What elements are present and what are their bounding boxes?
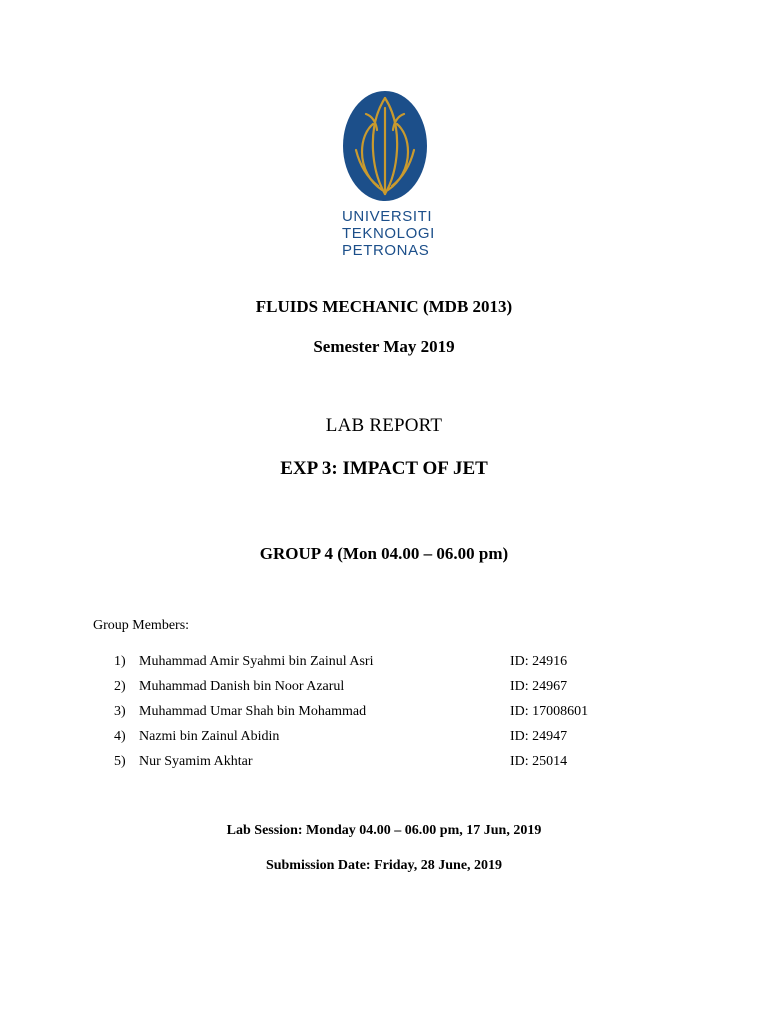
- lab-session: Lab Session: Monday 04.00 – 06.00 pm, 17 Jun, 2019: [226, 823, 542, 838]
- member-id: ID: 25014: [510, 754, 568, 769]
- logo-text-line: PETRONAS: [342, 242, 430, 259]
- members-heading: Group Members:: [93, 618, 190, 633]
- logo-text-line: UNIVERSITI: [342, 208, 433, 225]
- member-name: Nur Syamim Akhtar: [139, 754, 253, 769]
- member-id: ID: 17008601: [510, 704, 589, 719]
- member-number: 2): [114, 679, 126, 694]
- logo-text-line: TEKNOLOGI: [342, 225, 435, 242]
- member-id: ID: 24967: [510, 679, 568, 694]
- member-name: Muhammad Amir Syahmi bin Zainul Asri: [139, 654, 374, 669]
- member-number: 3): [114, 704, 126, 719]
- members-list: [114, 652, 634, 777]
- semester: Semester May 2019: [313, 337, 455, 356]
- member-name: Muhammad Danish bin Noor Azarul: [139, 679, 345, 694]
- group-info: GROUP 4 (Mon 04.00 – 06.00 pm): [259, 544, 509, 563]
- member-id: ID: 24947: [510, 729, 568, 744]
- university-logo: [330, 90, 440, 260]
- list-item: [114, 727, 634, 752]
- report-title: LAB REPORT: [325, 415, 443, 436]
- member-id: ID: 24916: [510, 654, 568, 669]
- submission-date: Submission Date: Friday, 28 June, 2019: [265, 858, 503, 873]
- course-title: FLUIDS MECHANIC (MDB 2013): [255, 297, 513, 316]
- list-item: [114, 752, 634, 777]
- list-item: [114, 652, 634, 677]
- list-item: [114, 702, 634, 727]
- member-name: Muhammad Umar Shah bin Mohammad: [139, 704, 367, 719]
- member-number: 5): [114, 754, 126, 769]
- member-number: 4): [114, 729, 126, 744]
- member-name: Nazmi bin Zainul Abidin: [139, 729, 280, 744]
- utp-emblem-icon: [342, 90, 428, 202]
- experiment-title: EXP 3: IMPACT OF JET: [280, 458, 488, 479]
- list-item: [114, 677, 634, 702]
- member-number: 1): [114, 654, 126, 669]
